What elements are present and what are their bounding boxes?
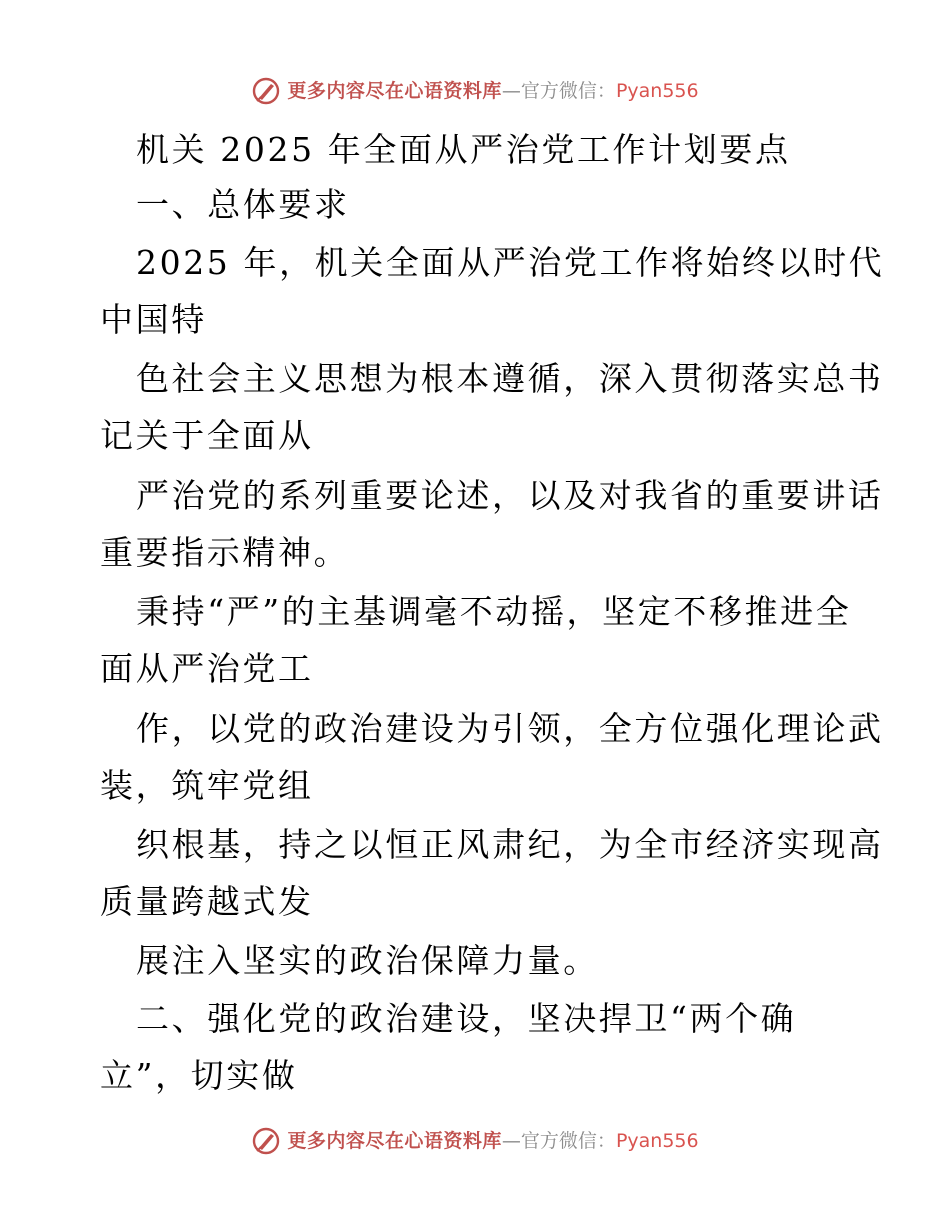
paragraph-line: 质量跨越式发 [100,882,314,921]
watermark-separator: — [501,1130,521,1152]
watermark-text: 更多内容尽在心语资料库 [287,1130,502,1152]
document-title: 机关 2025 年全面从严治党工作计划要点 [136,130,791,169]
paragraph-line: 作，以党的政治建设为引领，全方位强化理论武 [136,709,884,748]
paragraph-line: 重要指示精神。 [100,533,350,572]
watermark-wechat-id: Pyan556 [615,80,699,102]
watermark-text: 更多内容尽在心语资料库 [287,80,502,102]
paragraph-line: 中国特 [100,300,207,339]
watermark-wechat-id: Pyan556 [615,1130,699,1152]
paragraph-line: 记关于全面从 [100,416,314,455]
watermark-wechat-label: 官方微信： [520,80,616,102]
watermark-separator: — [501,80,521,102]
watermark-footer [0,1126,950,1156]
paragraph-line: 织根基，持之以恒正风肃纪，为全市经济实现高 [136,825,884,864]
quill-logo-icon [251,1126,281,1156]
paragraph-line: 严治党的系列重要论述，以及对我省的重要讲话 [136,476,884,515]
paragraph-line: 秉持“严”的主基调毫不动摇，坚定不移推进全 [136,592,852,631]
section-heading: 一、总体要求 [136,185,350,224]
section-heading: 二、强化党的政治建设，坚决捍卫“两个确 [136,999,797,1038]
watermark-wechat-label: 官方微信： [520,1130,616,1152]
paragraph-line: 装，筑牢党组 [100,766,314,805]
paragraph-line: 2025 年，机关全面从严治党工作将始终以时代 [136,243,885,282]
paragraph-line: 色社会主义思想为根本遵循，深入贯彻落实总书 [136,359,884,398]
paragraph-line: 展注入坚实的政治保障力量。 [136,941,599,980]
paragraph-line: 面从严治党工 [100,649,314,688]
paragraph-line: 立”，切实做 [100,1056,298,1095]
